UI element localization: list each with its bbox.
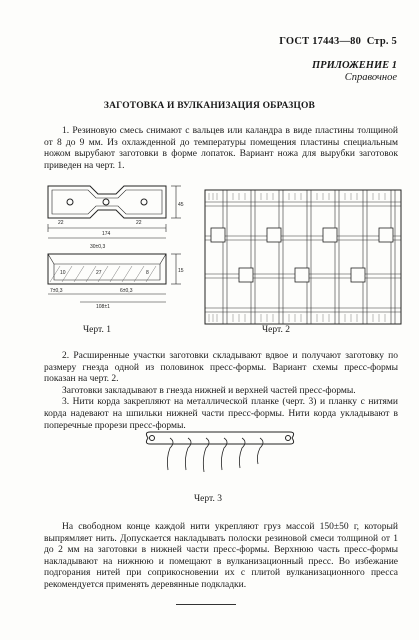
mold-cavity xyxy=(323,228,337,242)
paragraph-2-text: 2. Расширенные участки заготовки складывают вдвое и получают заготовку по размеру гнезда одной из половинок пресс-формы. Вариант схемы пресс-формы показан на черт. 2. xyxy=(44,351,398,385)
page-number: Стр. 5 xyxy=(366,36,397,47)
dim-30: 30±0,3 xyxy=(90,244,106,250)
figure-2-mold-scheme xyxy=(203,188,403,328)
paragraph-1 xyxy=(44,126,398,172)
mold-cavity xyxy=(379,228,393,242)
knife-hole-right xyxy=(141,199,147,205)
page-header xyxy=(279,36,397,47)
dim-108: 108±1 xyxy=(96,304,110,310)
cord-thread xyxy=(167,438,173,470)
figure-3-caption: Черт. 3 xyxy=(194,494,222,504)
paragraph-4-text: На свободном конце каждой нити укрепляют груз массой 150±50 г, который выпрямляет нить. Допускается накладывать полоски резиновой смеси толщиной от 1 до 2 мм на заготовки в нижней части пресс-формы. Верхнюю часть пресс-формы накладывают на нижнюю и помещают в вулканизационный пресс. Во избежание подгорания нитей при соприкосновении их с плитой вулканизационного пресса рекомендуется применять деревянные подкладки. xyxy=(44,522,398,590)
cord-thread xyxy=(185,438,191,470)
figure-1-caption: Черт. 1 xyxy=(83,325,111,335)
dim-10: 10 xyxy=(60,270,66,276)
mold-cavity xyxy=(351,268,365,282)
section-title: ЗАГОТОВКА И ВУЛКАНИЗАЦИЯ ОБРАЗЦОВ xyxy=(103,101,316,111)
dim-45: 45 xyxy=(178,202,184,208)
appendix-label xyxy=(312,60,397,84)
dim-22a: 22 xyxy=(58,220,64,226)
dim-22b: 22 xyxy=(136,220,142,226)
figure-1-knife-drawing xyxy=(40,176,190,321)
appendix-title: ПРИЛОЖЕНИЕ 1 xyxy=(312,60,397,71)
knife-hole-mid xyxy=(103,199,109,205)
footer-rule xyxy=(176,604,236,605)
paragraph-4 xyxy=(44,522,398,592)
mold-cavity xyxy=(267,228,281,242)
cord-thread xyxy=(239,438,245,468)
cord-thread xyxy=(221,438,227,470)
figure-3-thread-bar xyxy=(140,428,300,490)
dim-174: 174 xyxy=(102,231,111,237)
figure-2-caption: Черт. 2 xyxy=(262,325,290,335)
paragraph-2 xyxy=(44,351,398,432)
knife-side-section xyxy=(48,254,166,284)
mold-cavity xyxy=(211,228,225,242)
paragraph-3-text: 3. Нити корда закрепляют на металлической планке (черт. 3) и планку с нитями корда надевают на шпильки нижней части пресс-формы. Нити корда укладывают в поперечные прорези пресс-формы. xyxy=(44,397,398,431)
knife-outline xyxy=(48,186,166,218)
dim-7: 7±0,3 xyxy=(50,288,63,294)
metal-bar xyxy=(146,432,293,444)
dim-8: 8 xyxy=(146,270,149,276)
paragraph-2b-text: Заготовки закладывают в гнезда нижней и верхней частей пресс-формы. xyxy=(62,385,356,396)
knife-hole-left xyxy=(67,199,73,205)
paragraph-1-text: 1. Резиновую смесь снимают с вальцев или каландра в виде пластины толщиной от 8 до 9 мм. Из охлажденной до температуры помещения пластины специальным ножом вырубают заготовки в форме лопаток. Вариант ножа для вырубки заготовок приведен на черт. 1. xyxy=(44,126,398,171)
dim-15: 15 xyxy=(178,268,184,274)
mold-cavity xyxy=(295,268,309,282)
mold-cavity xyxy=(239,268,253,282)
dim-6: 6±0,3 xyxy=(120,288,133,294)
standard-number: ГОСТ 17443—80 xyxy=(279,36,362,47)
dim-27: 27 xyxy=(96,270,102,276)
appendix-subtitle: Справочное xyxy=(344,72,397,83)
cord-thread xyxy=(203,438,209,472)
cord-thread xyxy=(257,438,263,464)
mold-outline xyxy=(205,190,401,324)
